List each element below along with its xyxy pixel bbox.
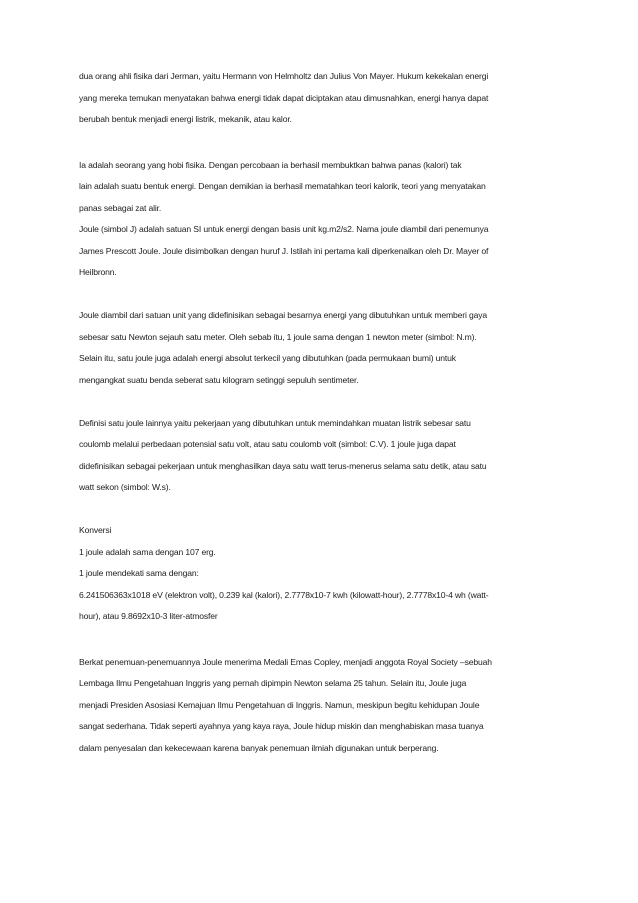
- text-line: didefinisikan sebagai pekerjaan untuk menghasilkan daya satu watt terus-menerus selama satu detik, atau satu: [79, 460, 487, 471]
- text-line: panas sebagai zat alir.: [79, 202, 162, 213]
- section-heading: Konversi: [79, 525, 112, 535]
- text-line: menjadi Presiden Asosiasi Kemajuan Ilmu Pengetahuan di Inggris. Namun, meskipun begitu kehidupan Joule: [79, 699, 480, 710]
- text-line: sangat sederhana. Tidak seperti ayahnya yang kaya raya, Joule hidup miskin dan menghabiskan masa tuanya: [79, 721, 484, 731]
- paragraph-spacer: [79, 131, 569, 155]
- paragraph: [79, 155, 569, 284]
- text-line: Lembaga Ilmu Pengetahuan Inggris yang pernah dipimpin Newton selama 25 tahun. Selain itu, Joule juga: [79, 678, 467, 688]
- text-line: Selain itu, satu joule juga adalah energi absolut terkecil yang dibutuhkan (pada permukaan bumi) untuk: [79, 353, 456, 363]
- text-line: Berkat penemuan-penemuannya Joule menerima Medali Emas Copley, menjadi anggota Royal Society –sebuah: [79, 656, 492, 667]
- paragraph-spacer: [79, 628, 569, 652]
- paragraph-spacer: [79, 391, 569, 413]
- paragraph: [79, 652, 569, 760]
- text-line: 1 joule adalah sama dengan 107 erg.: [79, 546, 216, 557]
- text-line: lain adalah suatu bentuk energi. Dengan demikian ia berhasil mematahkan teori kalorik, teori yang menyatakan: [79, 181, 486, 191]
- text-line: mengangkat suatu benda seberat satu kilogram setinggi sepuluh sentimeter.: [79, 374, 359, 385]
- paragraph: [79, 305, 569, 391]
- text-line: berubah bentuk menjadi energi listrik, mekanik, atau kalor.: [79, 114, 292, 124]
- text-line: James Prescott Joule. Joule disimbolkan dengan huruf J. Istilah ini pertama kali diperkenalkan oleh Dr. Mayer of: [79, 245, 489, 256]
- text-line: dua orang ahli fisika dari Jerman, yaitu Hermann von Helmholtz dan Julius Von Mayer. Hukum kekekalan energi: [79, 71, 489, 81]
- text-line: Heilbronn.: [79, 267, 117, 277]
- text-line: coulomb melalui perbedaan potensial satu volt, atau satu coulomb volt (simbol: C.V). 1 joule juga dapat: [79, 439, 456, 449]
- document-body: [79, 66, 569, 759]
- text-line: 1 joule mendekati sama dengan:: [79, 568, 199, 578]
- paragraph-spacer: [79, 499, 569, 521]
- paragraph: [79, 520, 569, 628]
- text-line: sebesar satu Newton sejauh satu meter. Oleh sebab itu, 1 joule sama dengan 1 newton meter (simbol: N.m).: [79, 331, 477, 342]
- text-line: dalam penyesalan dan kekecewaan karena banyak penemuan ilmiah digunakan untuk berperang.: [79, 742, 439, 753]
- paragraph: [79, 413, 569, 499]
- text-line: watt sekon (simbol: W.s).: [79, 482, 171, 492]
- text-line: yang mereka temukan menyatakan bahwa energi tidak dapat diciptakan atau dimusnahkan, energi hanya dapat: [79, 92, 489, 103]
- text-line: Definisi satu joule lainnya yaitu pekerjaan yang dibutuhkan untuk memindahkan muatan listrik sebesar satu: [79, 417, 471, 428]
- text-line: 6.241506363x1018 eV (elektron volt), 0.239 kal (kalori), 2.7778x10-7 kwh (kilowatt-hour), 2.7778x10-4 wh (watt-: [79, 589, 489, 600]
- text-line: Ia adalah seorang yang hobi fisika. Dengan percobaan ia berhasil membuktkan bahwa panas (kalori) tak: [79, 159, 462, 170]
- paragraph-spacer: [79, 284, 569, 306]
- text-line: Joule diambil dari satuan unit yang didefinisikan sebagai besarnya energi yang dibutuhkan untuk memberi gaya: [79, 310, 488, 320]
- paragraph: [79, 66, 569, 131]
- text-line: Joule (simbol J) adalah satuan SI untuk energi dengan basis unit kg.m2/s2. Nama joule diambil dari penemunya: [79, 224, 489, 234]
- text-line: hour), atau 9.8692x10-3 liter-atmosfer: [79, 611, 218, 621]
